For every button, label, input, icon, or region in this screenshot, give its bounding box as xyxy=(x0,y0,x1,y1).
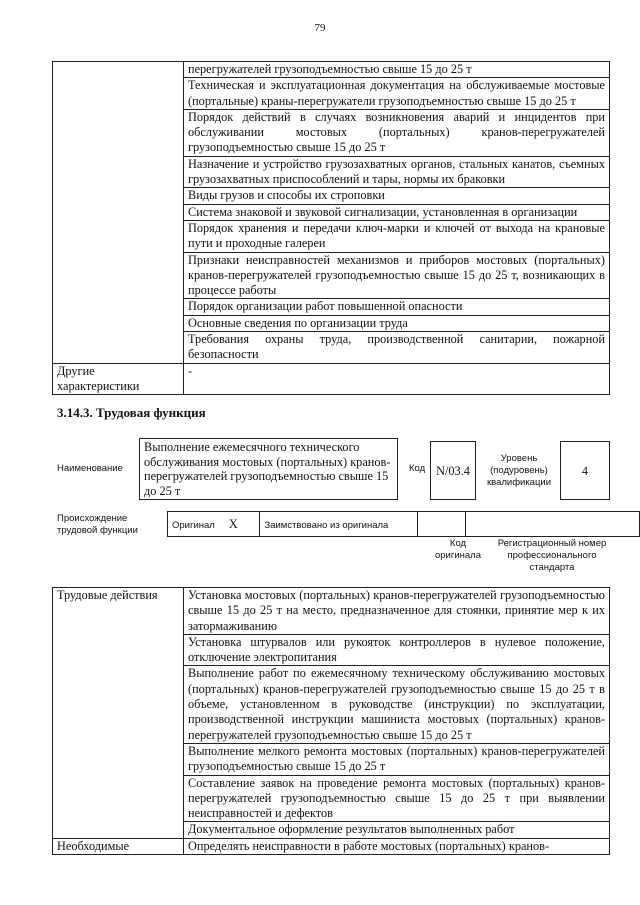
knowledge-item: Порядок хранения и передачи ключ-марки и ключей от выхода на крановые пути и проходные галереи xyxy=(184,220,610,252)
labor-action-item: Выполнение работ по ежемесячному техническому обслуживанию мостовых (портальных) кранов-перегружателей грузоподъемностью свыше 15 до 25 т в объеме, установленном в руководстве (инструкции) по эксплуатации, производственной инструкции машиниста мостовых (портальных) кранов-перегружателей грузоподъемностью свыше 15 до 25 т xyxy=(184,666,610,743)
origin-reg-cell xyxy=(465,512,640,537)
origin-table xyxy=(167,511,640,537)
level-label: Уровень (подуровень) квалификации xyxy=(486,453,552,488)
level-box xyxy=(560,441,610,500)
original-label: Оригинал xyxy=(172,520,215,531)
origin-original-cell xyxy=(168,512,260,537)
origin-borrowed-cell xyxy=(260,512,418,537)
labor-action-item: Документальное оформление результатов выполненных работ xyxy=(184,822,610,838)
knowledge-item: Техническая и эксплуатационная документация на обслуживаемые мостовые (портальные) краны-перегружатели грузоподъемностью свыше 15 до 25 т xyxy=(184,78,610,110)
borrowed-label: Заимствовано из оригинала xyxy=(264,520,389,531)
code-value: N/03.4 xyxy=(436,464,470,478)
level-value: 4 xyxy=(581,464,589,478)
name-label: Наименование xyxy=(57,463,123,474)
section-heading: 3.14.3. Трудовая функция xyxy=(57,405,206,420)
labor-action-item: Составление заявок на проведение ремонта мостовых (портальных) кранов-перегружателей грузоподъемностью свыше 15 до 25 т при выявлении неисправностей и дефектов xyxy=(184,775,610,822)
labor-actions-table xyxy=(52,587,610,855)
labor-action-item: Установка штурвалов или рукояток контроллеров в нулевое положение, отключение электропитания xyxy=(184,634,610,666)
knowledge-item: перегружателей грузоподъемностью свыше 15 до 25 т xyxy=(184,62,610,78)
knowledge-item: Виды грузов и способы их строповки xyxy=(184,188,610,204)
labor-actions-label: Трудовые действия xyxy=(53,588,184,839)
knowledge-item: Порядок действий в случаях возникновения аварий и инцидентов при обслуживании мостовых (портальных) кранов-перегружателей грузоподъемностью свыше 15 до 25 т xyxy=(184,109,610,156)
origin-code-cell xyxy=(418,512,465,537)
other-characteristics-value: - xyxy=(184,363,610,395)
code-original-caption: Код оригинала xyxy=(434,538,481,561)
knowledge-item: Основные сведения по организации труда xyxy=(184,315,610,331)
knowledge-item: Система знаковой и звуковой сигнализации, установленная в организации xyxy=(184,204,610,220)
code-box xyxy=(430,441,476,500)
function-name-value: Выполнение ежемесячного технического обслуживания мостовых (портальных) кранов-перегружателей грузоподъемностью свыше 15 до 25 т xyxy=(144,440,391,498)
knowledge-item: Назначение и устройство грузозахватных органов, стальных канатов, съемных грузозахватных приспособлений и тары, нормы их браковки xyxy=(184,156,610,188)
original-mark: X xyxy=(228,517,238,531)
origin-label: Происхождение трудовой функции xyxy=(57,513,138,536)
required-skill-item: Определять неисправности в работе мостовых (портальных) кранов- xyxy=(184,838,610,854)
code-label: Код xyxy=(409,463,426,474)
labor-action-item: Выполнение мелкого ремонта мостовых (портальных) кранов-перегружателей грузоподъемностью свыше 15 до 25 т xyxy=(184,743,610,775)
knowledge-item: Признаки неисправностей механизмов и приборов мостовых (портальных) кранов-перегружателей грузоподъемностью свыше 15 до 25 т, возникающих в процессе работы xyxy=(184,252,610,299)
knowledge-table xyxy=(52,61,610,395)
page-number: 79 xyxy=(314,22,326,34)
knowledge-item: Требования охраны труда, производственной санитарии, пожарной безопасности xyxy=(184,332,610,364)
knowledge-label-cell xyxy=(53,62,184,364)
labor-action-item: Установка мостовых (портальных) кранов-перегружателей грузоподъемностью свыше 15 до 25 т на место, предназначенное для стоянки, принятие мер к их затормаживанию xyxy=(184,588,610,635)
reg-number-caption: Регистрационный номер профессионального стандарта xyxy=(497,538,607,573)
function-name-box xyxy=(139,438,398,500)
other-characteristics-label: Другие характеристики xyxy=(53,363,184,395)
required-skills-label: Необходимые xyxy=(53,838,184,854)
knowledge-item: Порядок организации работ повышенной опасности xyxy=(184,299,610,315)
